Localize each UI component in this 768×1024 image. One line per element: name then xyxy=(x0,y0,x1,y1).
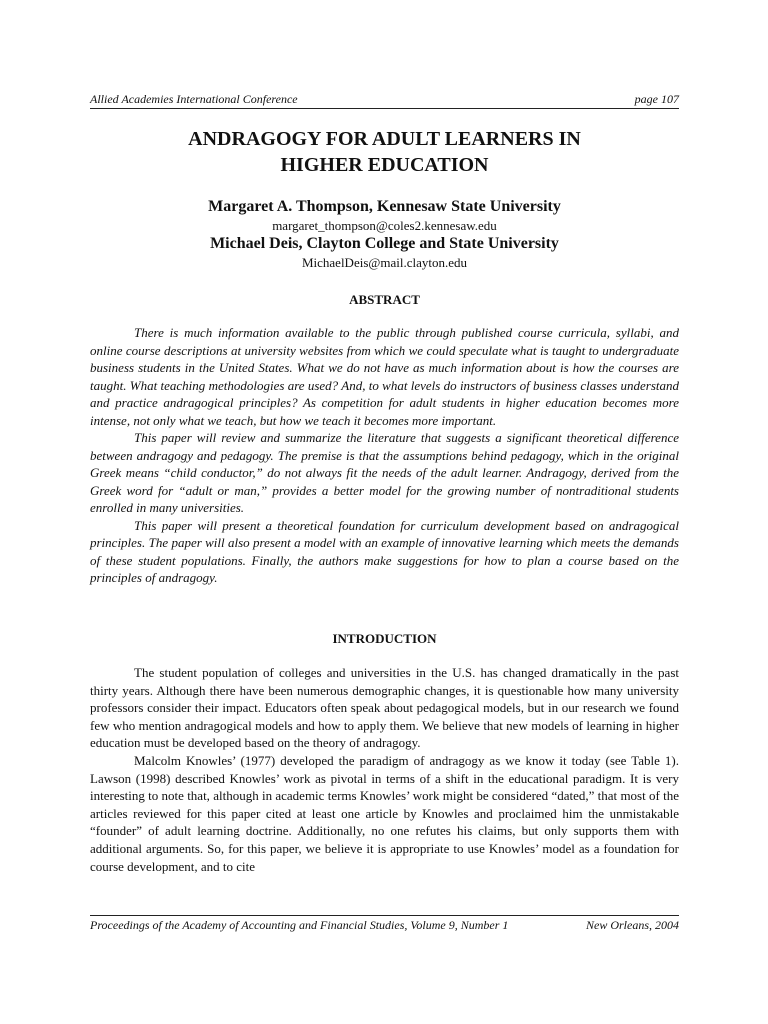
body-paragraph: Malcolm Knowles’ (1977) developed the paradigm of andragogy as we know it today (see Table 1). Lawson (1998) described Knowles’ work as pivotal in terms of a shift in the educational paradigm. It is very interesting to note that, although in academic terms Knowles’ work might be considered “dated,” that most of the articles reviewed for this paper cited at least one article by Knowles and proclaimed him the unmistakable “founder” of adult learning doctrine. Additionally, no one refutes his claims, but only supports them with additional arguments. So, for this paper, we believe it is appropriate to use Knowles’ model as a foundation for course development, and to cite xyxy=(90,752,679,874)
abstract-paragraph: This paper will present a theoretical foundation for curriculum development based on andragogical principles. The paper will also present a model with an example of innovative learning which meets the demands of these student populations. Finally, the authors make suggestions for how to plan a course based on the principles of andragogy. xyxy=(90,517,679,585)
abstract-heading: ABSTRACT xyxy=(349,292,420,307)
proceedings-citation: Proceedings of the Academy of Accounting and Financial Studies, Volume 9, Number 1 xyxy=(90,918,509,932)
author-block xyxy=(90,197,679,271)
conference-name: Allied Academies International Conference xyxy=(90,92,298,106)
page-number: page 107 xyxy=(634,92,679,106)
author-2-email: MichaelDeis@mail.clayton.edu xyxy=(301,255,468,270)
title-line-2: HIGHER EDUCATION xyxy=(280,154,489,176)
introduction-heading: INTRODUCTION xyxy=(332,631,437,646)
running-footer xyxy=(90,915,679,936)
abstract-body xyxy=(90,324,679,587)
abstract-paragraph: This paper will review and summarize the literature that suggests a significant theoretical difference between andragogy and pedagogy. The premise is that the assumptions behind pedagogy, which in the original Greek means “child conductor,” do not always fit the needs of the adult learner. Andragogy, derived from the Greek word for “adult or man,” provides a better model for the growing number of nontraditional students enrolled in many universities. xyxy=(90,430,679,515)
paper-page xyxy=(90,0,679,1024)
abstract-paragraph: There is much information available to the public through published course curricula, syllabi, and online course descriptions at university websites from which we could speculate what is taught to undergraduate business students in the United States. What we do not have as much information about is how the courses are taught. What teaching methodologies are used? And, to what levels do instructors of business classes understand and practice andragogical principles? As competition for adult students in higher education becomes more intense, not only what we teach, but how we teach it becomes more important. xyxy=(90,325,679,428)
paper-title xyxy=(90,126,679,178)
author-2-name: Michael Deis, Clayton College and State University xyxy=(210,235,559,252)
introduction-body xyxy=(90,664,679,875)
title-line-1: ANDRAGOGY FOR ADULT LEARNERS IN xyxy=(188,128,581,150)
author-1-name: Margaret A. Thompson, Kennesaw State University xyxy=(208,198,561,215)
running-header xyxy=(90,92,679,109)
conference-location: New Orleans, 2004 xyxy=(586,918,679,932)
author-1-email: margaret_thompson@coles2.kennesaw.edu xyxy=(272,218,497,233)
body-paragraph: The student population of colleges and universities in the U.S. has changed dramatically in the past thirty years. Although there have been numerous demographic changes, it is questionable how many university professors consider their impact. Educators often speak about pedagogical models, but in our research we found few who mention andragogical models and how to apply them. We believe that new models of learning in higher education must be developed based on the theory of andragogy. xyxy=(90,665,679,751)
